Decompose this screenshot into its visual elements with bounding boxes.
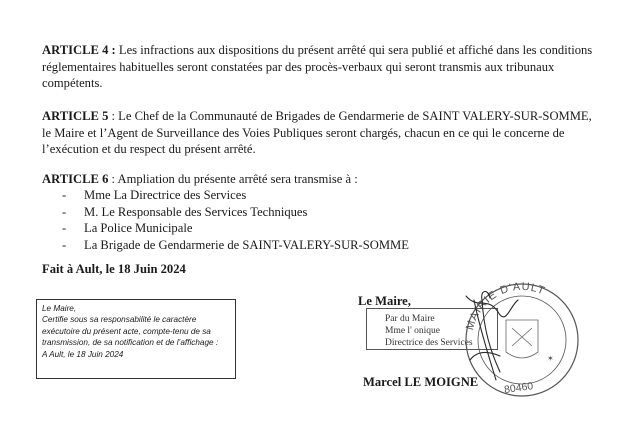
article-5-label: ARTICLE 5	[42, 109, 109, 123]
list-item: - La Brigade de Gendarmerie de SAINT-VALERY-SUR-SOMME	[62, 237, 409, 252]
recipient-label: Mme La Directrice des Services	[84, 188, 247, 202]
article-6-label: ARTICLE 6	[42, 172, 109, 186]
stamp-line: Directrice des Services	[385, 338, 473, 348]
handwritten-signature-icon	[466, 291, 518, 380]
closing-date: Fait à Ault, le 18 Juin 2024	[42, 262, 186, 276]
list-item: - M. Le Responsable des Services Techniques	[62, 204, 308, 219]
article-4-label: ARTICLE 4 :	[42, 43, 116, 57]
recipient-label: La Police Municipale	[84, 221, 193, 235]
article-6-text: : Ampliation du présente arrêté sera transmise à :	[108, 172, 358, 186]
certification-title: Le Maire,	[42, 304, 77, 313]
list-item: - La Police Municipale	[62, 221, 193, 235]
article-5-text: : Le Chef de la Communauté de Brigades de Gendarmerie de SAINT VALERY-SUR-SOMME, le Maire et l’Agent de Surveillance des Voies Publiques seront chargés, chacun en ce qui le concerne de l’exécution et du respect du présent arrêté.	[42, 109, 592, 156]
seal-postcode: 80460	[503, 380, 534, 397]
recipient-label: M. Le Responsable des Services Techniques	[84, 204, 308, 219]
list-item: - Mme La Directrice des Services	[62, 188, 247, 202]
seal-star-icon: ✶	[547, 354, 554, 363]
seal-emblem-icon	[506, 320, 538, 358]
certification-body: Certifie sous sa responsabilité le caractère exécutoire du présent acte, compte-tenu de sa transmission, de sa notification et de l’affichage :	[42, 315, 219, 348]
article-4-text: Les infractions aux dispositions du présent arrêté qui sera publié et affiché dans les conditions réglementaires habituelles seront constatées par des procès-verbaux qui seront transmis aux tribunaux compétents.	[42, 43, 593, 90]
seal-text: MAIRIE D'AULT	[463, 280, 548, 332]
stamp-line: Par du Maire	[385, 314, 435, 324]
certification-place-date: A Ault, le 18 Juin 2024	[42, 349, 124, 359]
signatory-name: Marcel LE MOIGNE	[363, 375, 479, 389]
recipient-label: La Brigade de Gendarmerie de SAINT-VALERY-SUR-SOMME	[84, 237, 409, 252]
signature-title: Le Maire,	[358, 294, 411, 308]
stamp-line: Mme l' onique	[385, 326, 441, 336]
